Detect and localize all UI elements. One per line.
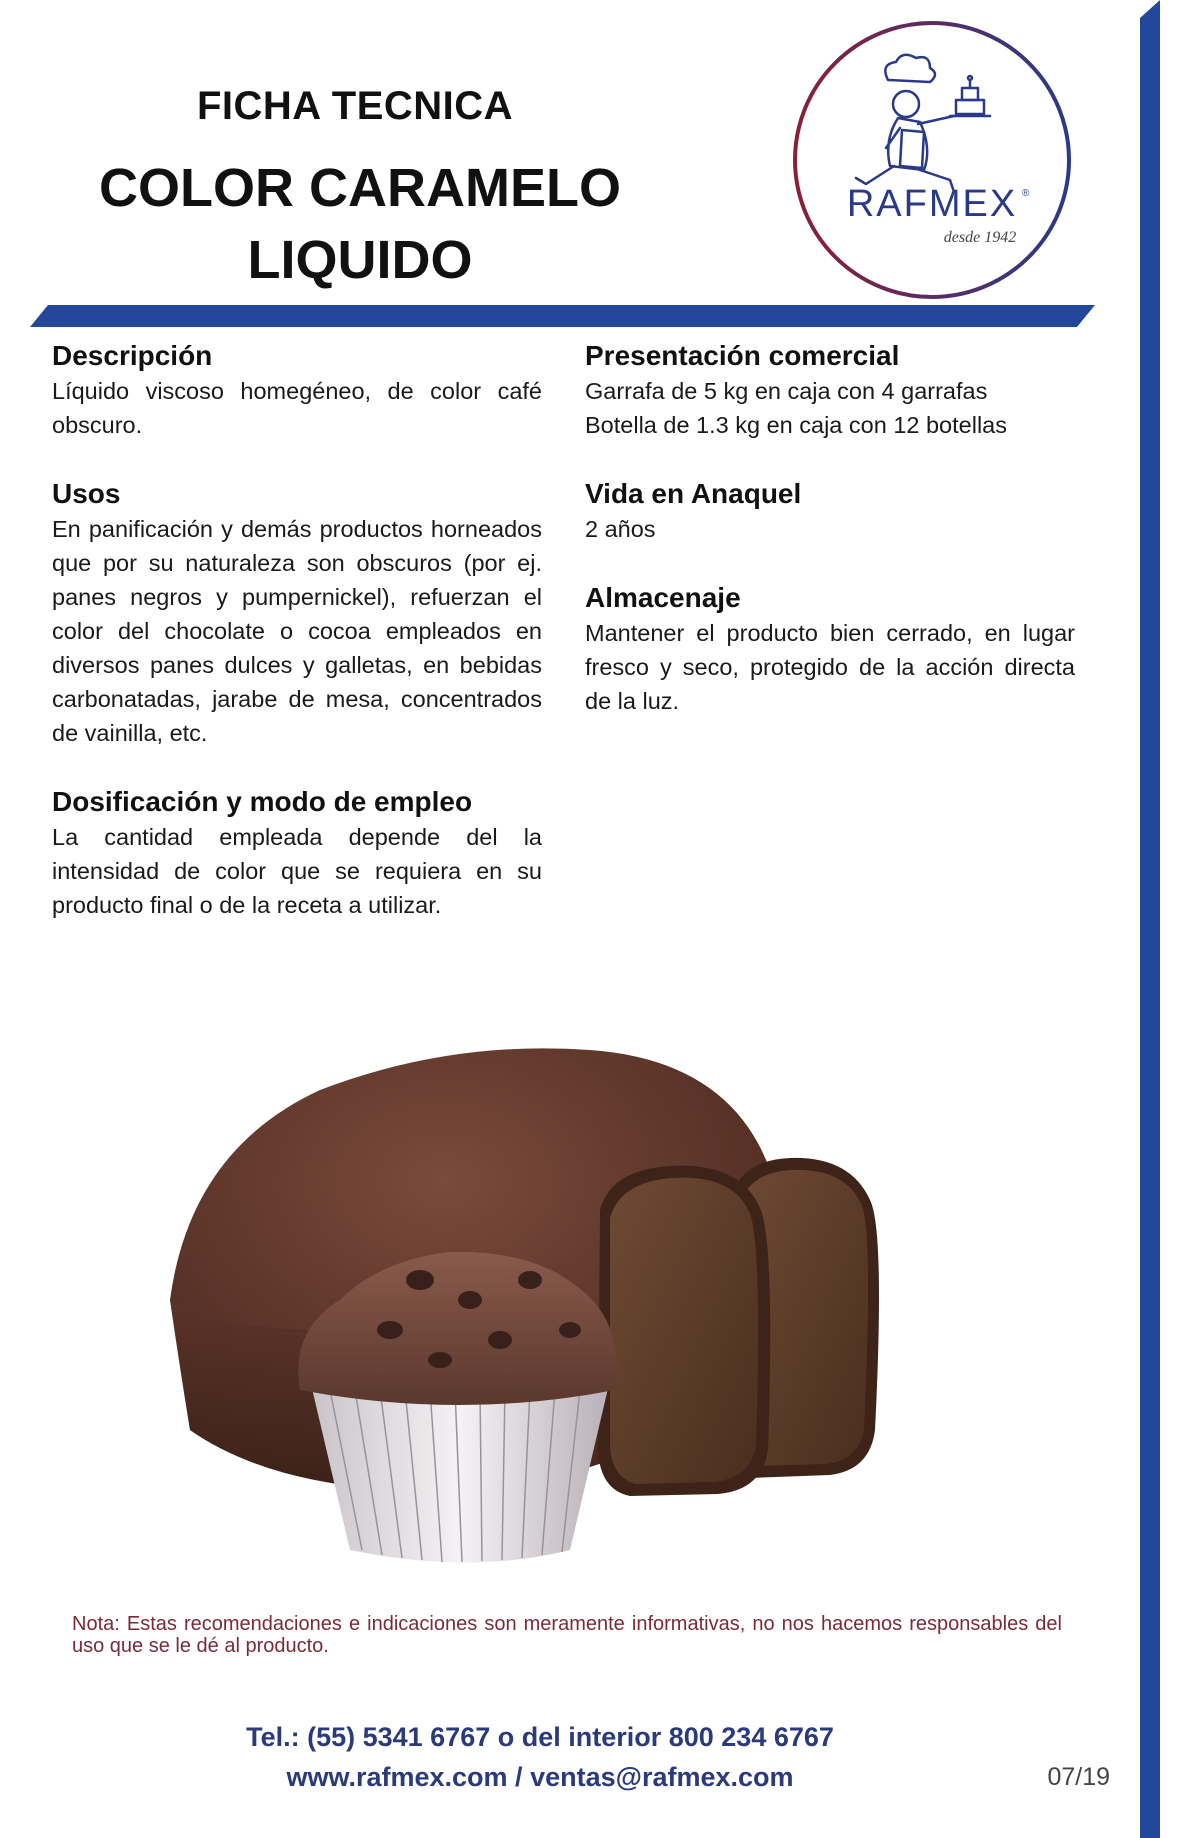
footer-phone: Tel.: (55) 5341 6767 o del interior 800 234 6767	[246, 1722, 834, 1752]
logo-brand: RAFMEX	[846, 183, 1018, 225]
dosificacion-body: La cantidad empleada depende del la intensidad de color que se requiera en su producto final o de la receta a utilizar.	[52, 824, 542, 918]
left-column	[52, 338, 542, 956]
presentacion-line-1: Garrafa de 5 kg en caja con 4 garrafas	[585, 378, 988, 404]
bread-slice-front	[598, 1166, 770, 1496]
document-date: 07/19	[1047, 1763, 1110, 1791]
almacenaje-body: Mantener el producto bien cerrado, en lugar fresco y seco, protegido de la acción directa de la luz.	[585, 620, 1075, 714]
presentacion-heading: Presentación comercial	[585, 340, 900, 371]
product-title-line-1: COLOR CARAMELO	[99, 158, 621, 218]
section-dosificacion	[52, 784, 542, 922]
almacenaje-heading: Almacenaje	[585, 582, 741, 613]
descripcion-heading: Descripción	[52, 340, 213, 371]
usos-heading: Usos	[52, 478, 121, 509]
right-column	[585, 338, 1075, 752]
side-accent-band	[1120, 0, 1160, 1838]
header-divider-band	[30, 305, 1095, 327]
footer-web-email[interactable]: www.rafmex.com / ventas@rafmex.com	[286, 1762, 794, 1792]
section-descripcion	[52, 338, 542, 442]
section-vida-anaquel	[585, 476, 1075, 546]
product-photo	[170, 1030, 960, 1570]
vida-heading: Vida en Anaquel	[585, 478, 802, 509]
product-title	[80, 152, 640, 296]
descripcion-body: Líquido viscoso homegéneo, de color café obscuro.	[52, 378, 542, 438]
section-usos	[52, 476, 542, 750]
section-almacenaje	[585, 580, 1075, 718]
vida-body: 2 años	[585, 516, 656, 542]
section-presentacion	[585, 338, 1075, 442]
logo-registered-mark: ®	[1022, 188, 1030, 199]
dosificacion-heading: Dosificación y modo de empleo	[52, 786, 473, 817]
product-title-line-2: LIQUIDO	[247, 230, 473, 290]
chocolate-muffin	[298, 1252, 616, 1563]
rafmex-logo	[790, 18, 1075, 303]
disclaimer-note: Nota: Estas recomendaciones e indicaciones son meramente informativas, no nos hacemos responsables del uso que se le dé al producto.	[72, 1613, 1062, 1657]
logo-tagline: desde 1942	[943, 229, 1017, 246]
presentacion-line-2: Botella de 1.3 kg en caja con 12 botellas	[585, 412, 1007, 438]
document-label: FICHA TECNICA	[196, 84, 514, 128]
usos-body: En panificación y demás productos horneados que por su naturaleza son obscuros (por ej. panes negros y pumpernickel), refuerzan el color del chocolate o cocoa empleados en diversos panes dulces y galletas, en bebidas carbonatadas, jarabe de mesa, concentrados de vainilla, etc.	[52, 516, 542, 746]
